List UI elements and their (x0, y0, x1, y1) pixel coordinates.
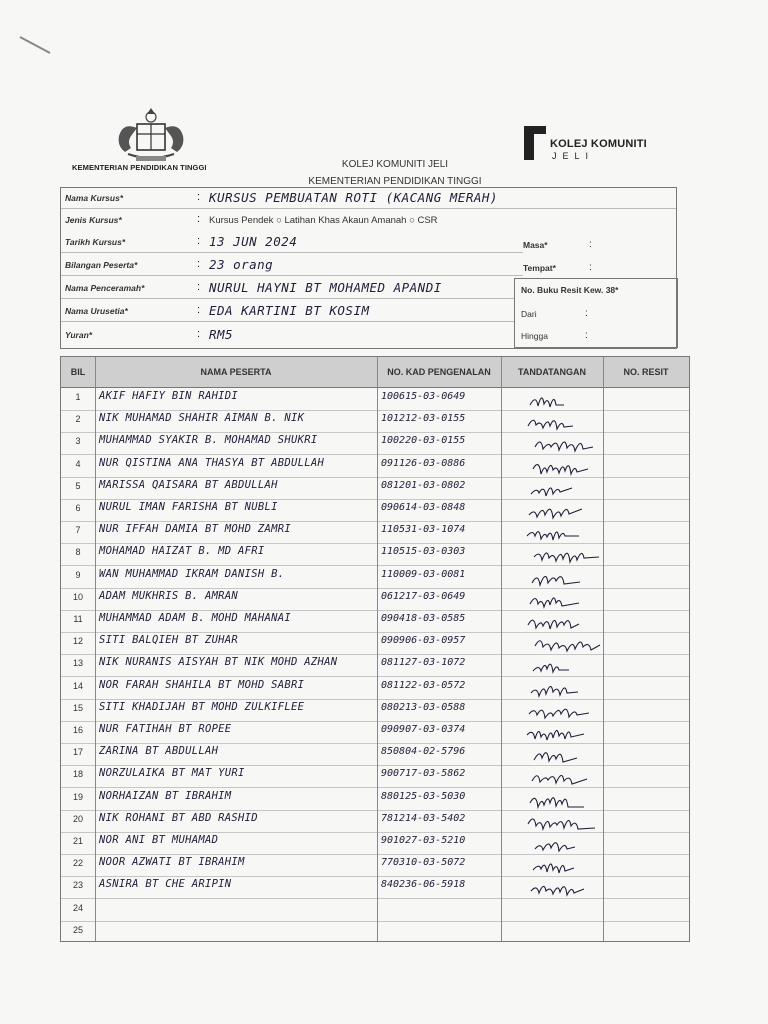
col-ic: NO. KAD PENGENALAN (387, 367, 491, 377)
malaysia-coat-of-arms-icon (106, 104, 196, 168)
participant-name[interactable]: ADAM MUKHRIS B. AMRAN (99, 589, 239, 602)
ic-number[interactable]: 100220-03-0155 (381, 435, 466, 447)
col-bil: BIL (70, 367, 86, 377)
table-row (61, 410, 689, 433)
divider (501, 357, 502, 942)
row-number: 13 (72, 658, 83, 669)
table-row (61, 566, 689, 589)
logo-mark-icon (524, 126, 546, 160)
signature-icon (513, 499, 603, 521)
divider (603, 357, 604, 942)
row-number: 21 (72, 836, 83, 846)
row-number: 16 (72, 725, 83, 735)
participant-name[interactable]: MOHAMAD HAIZAT B. MD AFRI (99, 545, 265, 558)
kolej-komuniti-logo (524, 126, 674, 170)
ic-number[interactable]: 081122-03-0572 (381, 679, 466, 691)
ic-number[interactable]: 101212-03-0155 (381, 413, 466, 425)
table-row (61, 477, 689, 500)
signature-icon (513, 654, 603, 676)
row-number: 23 (72, 880, 83, 891)
participant-name[interactable]: NIK NURANIS AISYAH BT NIK MOHD AZHAN (99, 656, 338, 669)
participant-name[interactable]: NOR FARAH SHAHILA BT MOHD SABRI (99, 678, 305, 691)
signature-icon (513, 543, 603, 565)
divider (377, 357, 378, 942)
info-row-participants: Bilangan Peserta* : 23 orang (61, 255, 523, 276)
participant-name[interactable]: MUHAMMAD SYAKIR B. MOHAMAD SHUKRI (99, 434, 318, 447)
participant-name[interactable]: NUR FATIHAH BT ROPEE (99, 723, 232, 735)
signature-icon (513, 876, 603, 898)
participant-name[interactable]: ZARINA BT ABDULLAH (99, 745, 219, 758)
signature-icon (513, 721, 603, 743)
signature-icon (513, 588, 603, 610)
row-number: 17 (72, 747, 83, 758)
table-row (61, 921, 689, 942)
participant-name[interactable]: NUR QISTINA ANA THASYA BT ABDULLAH (99, 456, 325, 469)
table-row (61, 632, 689, 655)
row-number: 10 (72, 591, 83, 602)
table-row (61, 677, 689, 700)
participant-name[interactable]: MARISSA QAISARA BT ABDULLAH (99, 478, 278, 491)
signature-icon (513, 566, 603, 588)
participant-name[interactable]: MUHAMMAD ADAM B. MOHD MAHANAI (99, 612, 292, 624)
ic-number[interactable]: 090906-03-0957 (381, 635, 466, 647)
table-row (61, 743, 689, 766)
signature-icon (513, 410, 603, 432)
course-info-box (60, 187, 677, 349)
info-row-secretariat: Nama Urusetia* : EDA KARTINI BT KOSIM (61, 301, 514, 322)
participant-name[interactable]: AKIF HAFIY BIN RAHIDI (99, 390, 239, 402)
row-number: 14 (72, 680, 83, 691)
row-number: 7 (75, 525, 81, 536)
logo-text: KOLEJ KOMUNITI (550, 138, 647, 150)
participant-name[interactable]: NUR IFFAH DAMIA BT MOHD ZAMRI (99, 523, 292, 536)
table-row (61, 455, 689, 478)
table-row (61, 499, 689, 522)
course-date-value[interactable]: 13 JUN 2024 (209, 234, 298, 249)
signature-icon (513, 632, 603, 654)
scan-mark (20, 36, 51, 54)
attendance-table (60, 356, 690, 942)
signature-icon (513, 477, 603, 499)
signature-icon (513, 810, 603, 832)
col-sign: TANDATANGAN (518, 367, 586, 377)
participant-name[interactable]: NOR ANI BT MUHAMAD (99, 834, 219, 846)
ic-number[interactable]: 880125-03-5030 (381, 790, 466, 802)
ic-number[interactable]: 081201-03-0802 (381, 479, 466, 491)
col-resit: NO. RESIT (623, 367, 669, 377)
row-number: 9 (75, 569, 81, 580)
ic-number[interactable]: 090614-03-0848 (381, 502, 466, 513)
signature-icon (513, 455, 603, 477)
ic-number[interactable]: 781214-03-5402 (381, 812, 466, 824)
ic-number[interactable]: 090907-03-0374 (381, 724, 466, 735)
course-type-options[interactable]: Kursus Pendek ○ Latihan Khas Akaun Amanah ○ CSR (209, 215, 438, 226)
ic-number[interactable]: 090418-03-0585 (381, 613, 466, 624)
participant-name[interactable]: SITI KHADIJAH BT MOHD ZULKIFLEE (99, 700, 305, 713)
participants-value[interactable]: 23 orang (209, 257, 274, 272)
ic-number[interactable]: 110531-03-1074 (381, 524, 466, 536)
table-header (61, 357, 689, 388)
table-row (61, 521, 689, 544)
participant-name[interactable]: WAN MUHAMMAD IKRAM DANISH B. (99, 567, 285, 580)
table-row (61, 699, 689, 722)
table-row (61, 899, 689, 922)
ic-number[interactable]: 061217-03-0649 (381, 590, 466, 602)
participant-name[interactable]: NIK MUHAMAD SHAHIR AIMAN B. NIK (99, 412, 305, 425)
signature-icon (513, 788, 603, 810)
row-number: 15 (72, 702, 83, 713)
signature-icon (513, 832, 603, 854)
col-nama: NAMA PESERTA (200, 367, 272, 377)
table-row (61, 610, 689, 633)
signature-icon (513, 765, 603, 787)
table-row (61, 854, 689, 877)
table-row (61, 654, 689, 677)
row-number: 18 (72, 769, 83, 780)
signature-icon (513, 610, 603, 632)
row-number: 2 (75, 414, 81, 425)
info-row-course-type: Jenis Kursus* : Kursus Pendek ○ Latihan Khas Akaun Amanah ○ CSR (65, 213, 438, 226)
participant-name[interactable]: NOOR AZWATI BT IBRAHIM (99, 856, 245, 869)
table-row (61, 432, 689, 455)
signature-icon (513, 521, 603, 543)
title-line-1: KOLEJ KOMUNITI JELI (341, 159, 449, 170)
receipt-book-box: No. Buku Resit Kew. 38* Dari : Hingga : (514, 278, 678, 348)
table-row (61, 543, 689, 566)
row-number: 4 (75, 458, 81, 469)
table-row (61, 388, 689, 411)
title-line-2: KEMENTERIAN PENDIDIKAN TINGGI (308, 176, 482, 187)
row-number: 12 (72, 636, 83, 647)
participant-name[interactable]: NORHAIZAN BT IBRAHIM (99, 789, 232, 802)
table-row (61, 876, 689, 899)
row-number: 25 (72, 924, 83, 935)
table-row (61, 588, 689, 611)
fee-value[interactable]: RM5 (209, 327, 234, 342)
info-row-fee: Yuran* : RM5 (65, 327, 234, 342)
row-number: 8 (75, 547, 81, 558)
participant-name[interactable]: NORZULAIKA BT MAT YURI (99, 767, 245, 780)
ic-number[interactable]: 100615-03-0649 (381, 391, 466, 402)
signature-icon (513, 432, 603, 454)
signature-icon (513, 854, 603, 876)
row-number: 6 (75, 503, 81, 513)
row-number: 22 (72, 858, 83, 869)
ic-number[interactable]: 110009-03-0081 (381, 568, 466, 580)
form-title (250, 156, 540, 190)
info-row-course-date: Tarikh Kursus* : 13 JUN 2024 (61, 232, 523, 253)
ic-number[interactable]: 091126-03-0886 (381, 457, 466, 469)
row-number: 1 (75, 392, 81, 402)
ic-number[interactable]: 081127-03-1072 (381, 657, 466, 669)
participant-name[interactable]: NIK ROHANI BT ABD RASHID (99, 811, 258, 824)
ic-number[interactable]: 900717-03-5862 (381, 768, 466, 780)
participant-name[interactable]: ASNIRA BT CHE ARIPIN (99, 878, 232, 891)
ic-number[interactable]: 080213-03-0588 (381, 701, 466, 713)
divider (95, 357, 96, 942)
table-row (61, 765, 689, 788)
ic-number[interactable]: 770310-03-5072 (381, 857, 466, 869)
table-row (61, 788, 689, 811)
ic-number[interactable]: 110515-03-0303 (381, 546, 466, 558)
speaker-value[interactable]: NURUL HAYNI BT MOHAMED APANDI (209, 280, 442, 295)
row-number: 19 (72, 791, 83, 802)
signature-icon (513, 388, 603, 410)
participant-name[interactable]: NURUL IMAN FARISHA BT NUBLI (99, 501, 278, 513)
row-number: 20 (72, 813, 83, 824)
ministry-label: KEMENTERIAN PENDIDIKAN TINGGI (72, 163, 207, 172)
table-row (61, 721, 689, 744)
participant-name[interactable]: SITI BALQIEH BT ZUHAR (99, 634, 239, 647)
ic-number[interactable]: 840236-06-5918 (381, 879, 466, 891)
row-number: 3 (75, 436, 81, 447)
info-row-speaker: Nama Penceramah* : NURUL HAYNI BT MOHAMED APANDI (61, 278, 514, 299)
table-row (61, 832, 689, 855)
ic-number[interactable]: 901027-03-5210 (381, 835, 466, 846)
row-number: 11 (73, 614, 83, 624)
ic-number[interactable]: 850804-02-5796 (381, 746, 466, 758)
info-row-course-name: Nama Kursus* : KURSUS PEMBUATAN ROTI (KACANG MERAH) (61, 188, 676, 209)
signature-icon (513, 743, 603, 765)
logo-subtext: JELI (552, 151, 595, 161)
row-number: 24 (72, 902, 83, 913)
row-number: 5 (75, 480, 81, 491)
secretariat-value[interactable]: EDA KARTINI BT KOSIM (209, 303, 370, 318)
signature-icon (513, 677, 603, 699)
table-row (61, 810, 689, 833)
signature-icon (513, 699, 603, 721)
course-name-value[interactable]: KURSUS PEMBUATAN ROTI (KACANG MERAH) (209, 190, 498, 205)
time-place-block: Masa* : Tempat* : (523, 239, 592, 273)
